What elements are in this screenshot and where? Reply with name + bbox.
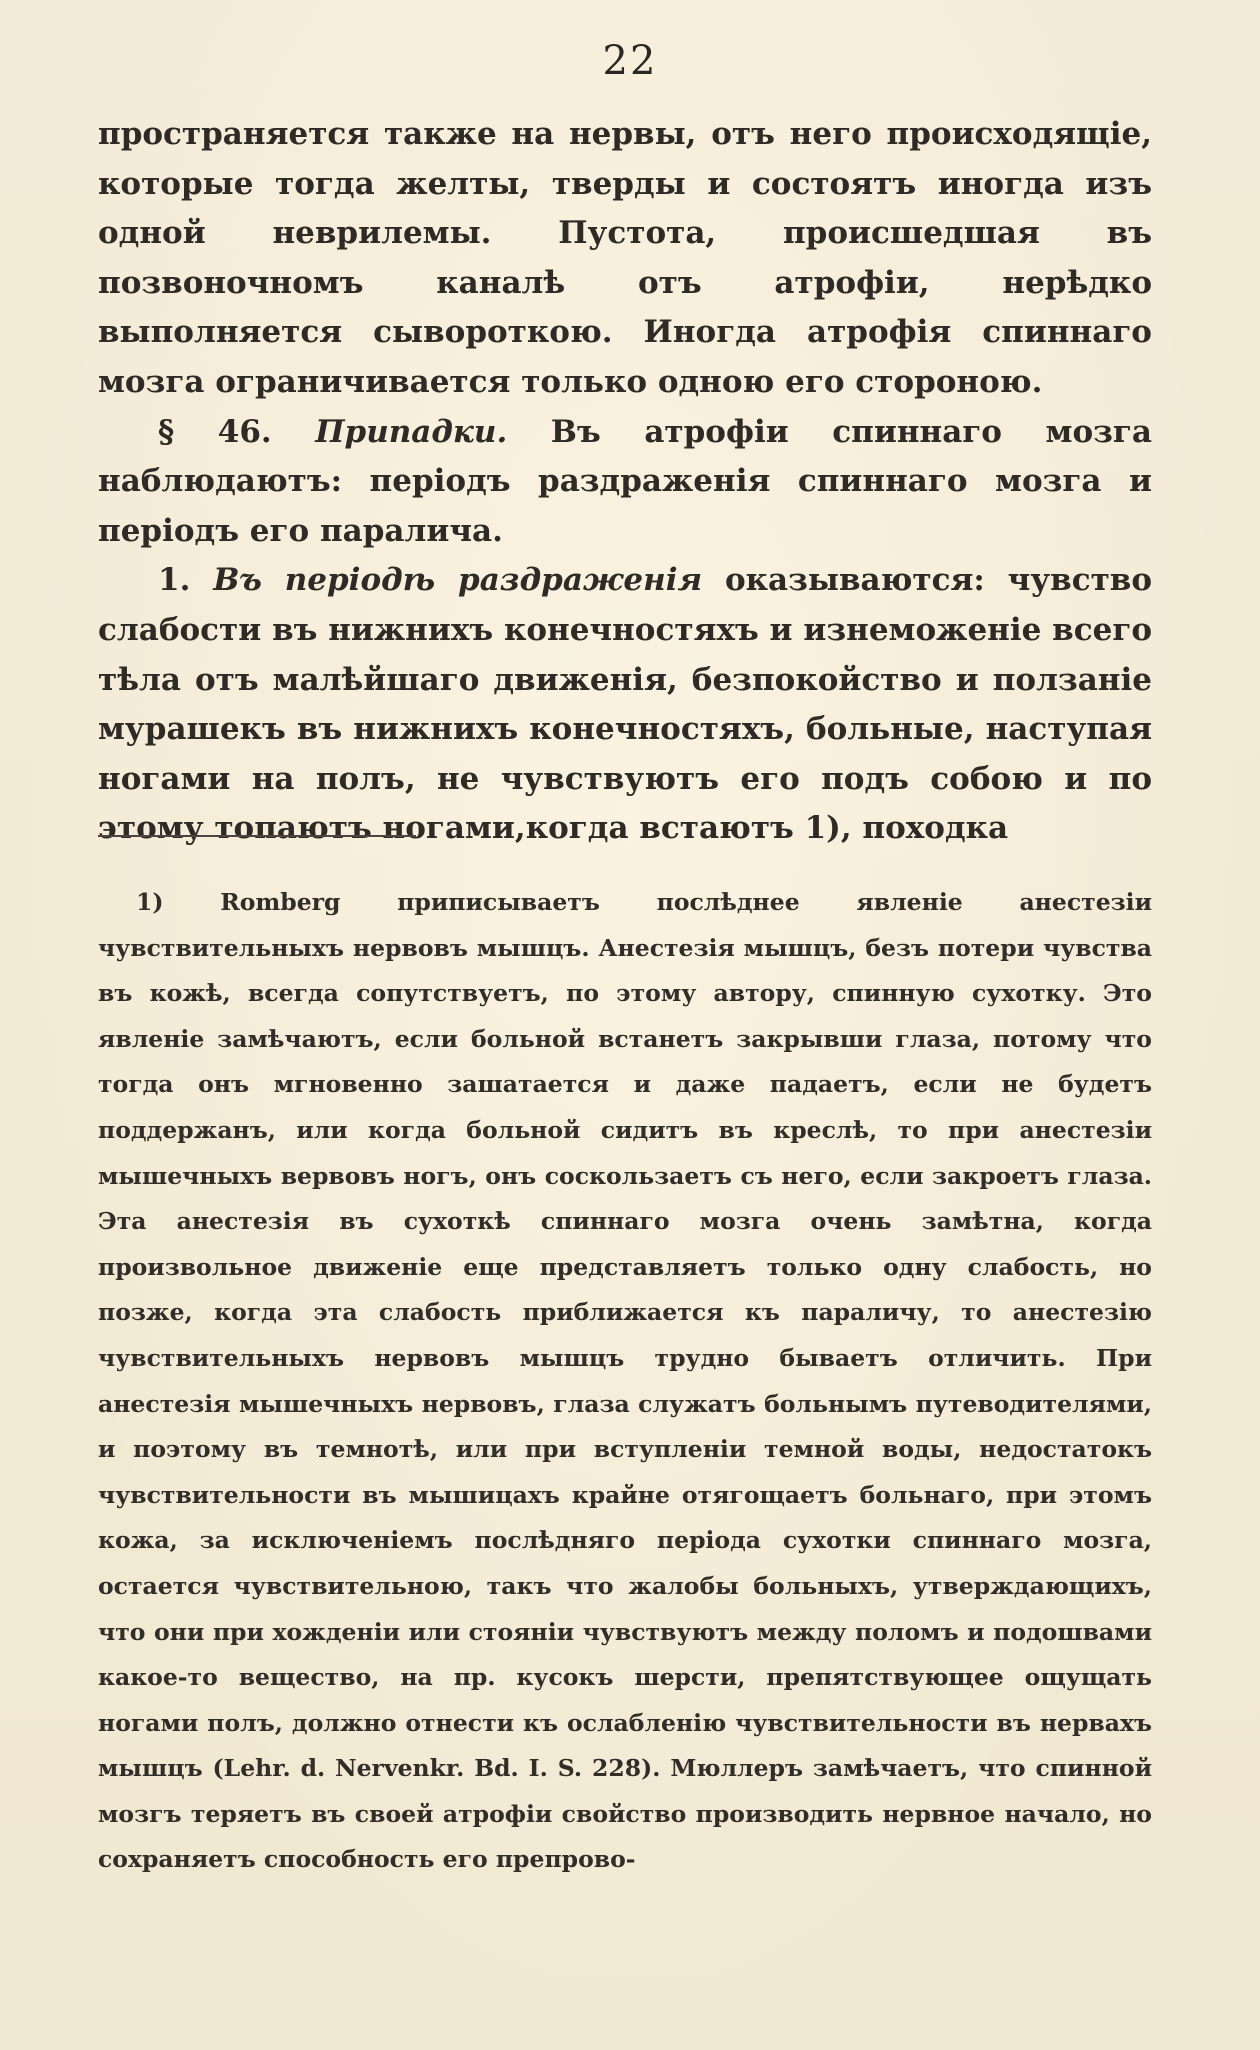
footnote [98, 880, 1152, 1883]
irritation-period-body: оказываются: чувство слабости въ нижнихъ конечностяхъ и изнеможеніе всего тѣла отъ малѣйшаго движенія, безпокойство и ползаніе мурашекъ въ нижнихъ конечностяхъ, больные, наступая ногами на полъ, не чувствуютъ его подъ собою и по этому топаютъ ногами,когда встаютъ 1), походка [98, 562, 1153, 847]
paragraph-irritation-period [98, 556, 1152, 854]
paragraph-section-46 [98, 408, 1152, 557]
paragraph-atrophy-description: пространяется также на нервы, отъ него происходящіе, которые тогда желты, тверды и состоятъ иногда изъ одной неврилемы. Пустота, происшедшая въ позвоночномъ каналѣ отъ атрофіи, нерѣдко выполняется сывороткою. Иногда атрофія спиннаго мозга ограничивается только одною его стороною. [98, 116, 1152, 400]
subsection-heading: Въ періодѣ раздраженія [213, 562, 703, 599]
section-heading: Припадки. [315, 413, 508, 450]
footnote-separator [98, 835, 416, 837]
list-number: 1. [158, 562, 214, 599]
footnote-text: 1) Romberg приписываетъ послѣднее явленіе анестезіи чувствительныхъ нервовъ мышцъ. Анестезія мышцъ, безъ потери чувства въ кожѣ, всегда сопутствуетъ, по этому автору, спинную сухотку. Это явленіе замѣчаютъ, если больной встанетъ закрывши глаза, потому что тогда онъ мгновенно зашатается и даже падаетъ, если не будетъ поддержанъ, или когда больной сидитъ въ креслѣ, то при анестезіи мышечныхъ вервовъ ногъ, онъ соскользаетъ съ него, если закроетъ глаза. Эта анестезія въ сухоткѣ спиннаго мозга очень замѣтна, когда произвольное движеніе еще представляетъ только одну слабость, но позже, когда эта слабость приближается къ параличу, то анестезію чувствительныхъ нервовъ мышцъ трудно бываетъ отличить. При анестезія мышечныхъ нервовъ, глаза служатъ больнымъ путеводителями, и поэтому въ темнотѣ, или при вступленіи темной воды, недостатокъ чувствительности въ мышицахъ крайне отягощаетъ больнаго, при этомъ кожа, за исключеніемъ послѣдняго періода сухотки спиннаго мозга, остается чувствительною, такъ что жалобы больныхъ, утверждающихъ, что они при хожденіи или стояніи чувствуютъ между поломъ и подошвами какое-то вещество, на пр. кусокъ шерсти, препятствующее ощущать ногами полъ, должно отнести къ ослабленію чувствительности въ нервахъ мышцъ (Lehr. d. Nervenkr. Bd. I. S. 228). Мюллеръ замѣчаетъ, что спинной мозгъ теряетъ въ своей атрофіи свойство производить нервное начало, но сохраняетъ способность его препрово- [98, 888, 1152, 1874]
section-46-body: Въ атрофіи спиннаго мозга наблюдаютъ: періодъ раздраженія спиннаго мозга и періодъ его паралича. [98, 413, 1152, 549]
main-text [98, 110, 1152, 854]
page-number: 22 [602, 38, 658, 84]
section-number: § 46. [158, 413, 316, 450]
